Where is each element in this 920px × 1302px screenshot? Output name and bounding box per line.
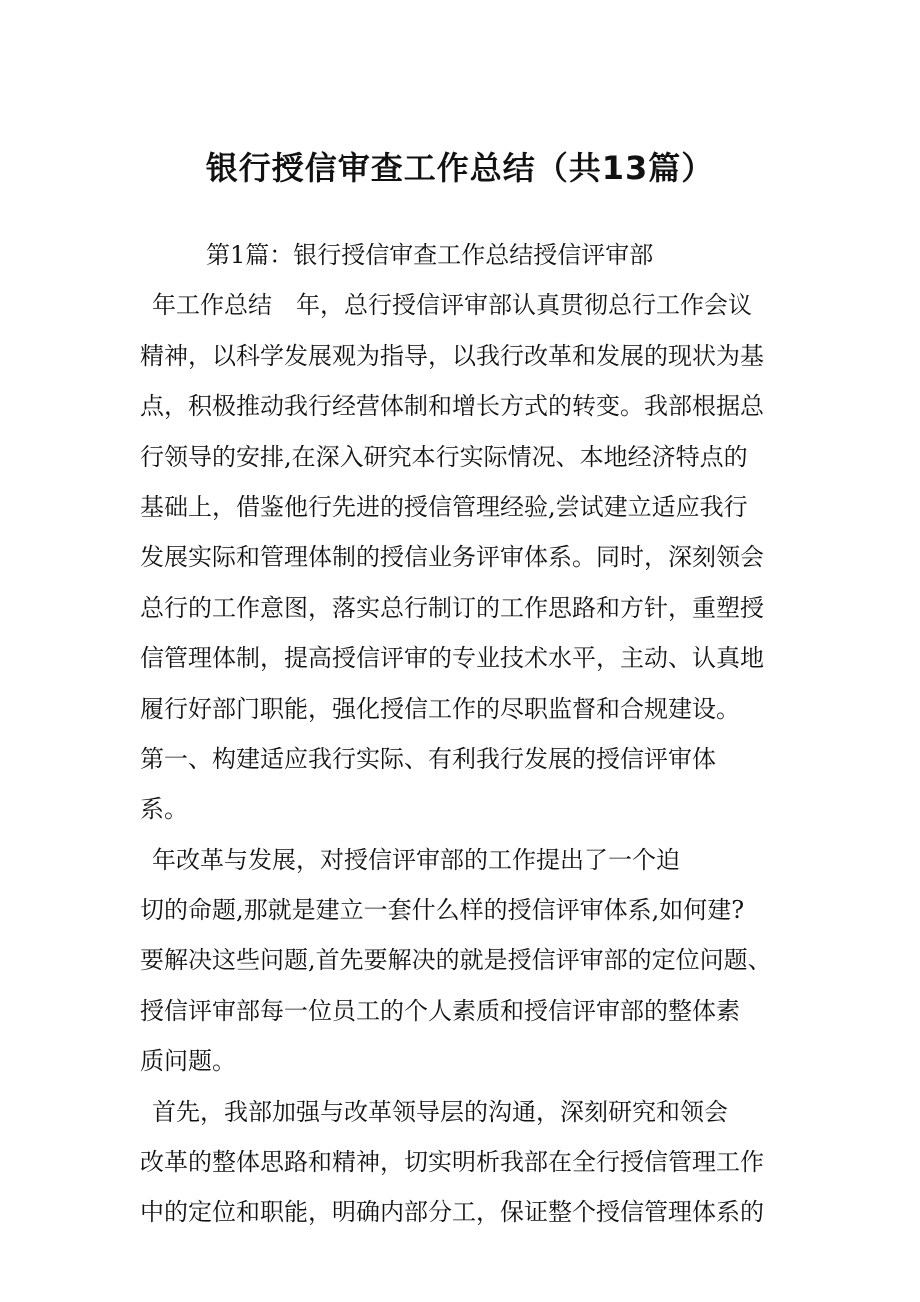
- paragraph-line: 切的命题,那就是建立一套什么样的授信评审体系,如何建?: [140, 896, 745, 925]
- document-title: 银行授信审查工作总结（共13篇）: [205, 149, 715, 187]
- paragraph-line: 发展实际和管理体制的授信业务评审体系。同时，深刻领会: [140, 543, 764, 572]
- document-body: [140, 230, 790, 1238]
- paragraph-line: 年改革与发展，对授信评审部的工作提出了一个迫: [152, 845, 680, 874]
- paragraph-line: 第1篇：银行授信审查工作总结授信评审部: [206, 241, 654, 269]
- paragraph-line: 要解决这些问题,首先要解决的就是授信评审部的定位问题、: [140, 946, 772, 975]
- paragraph-line: 信管理体制，提高授信评审的专业技术水平，主动、认真地: [140, 644, 764, 673]
- paragraph-line: 首先，我部加强与改革领导层的沟通，深刻研究和领会: [152, 1097, 728, 1126]
- paragraph-line: 系。: [140, 795, 188, 824]
- paragraph-line: 行领导的安排,在深入研究本行实际情况、本地经济特点的: [140, 442, 748, 471]
- paragraph-line: 授信评审部每一位员工的个人素质和授信评审部的整体素: [140, 996, 740, 1025]
- paragraph-line: 年工作总结 年，总行授信评审部认真贯彻总行工作会议: [152, 291, 752, 320]
- paragraph-line: 中的定位和职能，明确内部分工，保证整个授信管理体系的: [140, 1198, 764, 1227]
- paragraph-line: 履行好部门职能，强化授信工作的尽职监督和合规建设。: [140, 694, 740, 723]
- paragraph-line: 基础上，借鉴他行先进的授信管理经验,尝试建立适应我行: [140, 492, 748, 521]
- paragraph-line: 改革的整体思路和精神，切实明析我部在全行授信管理工作: [140, 1148, 764, 1177]
- paragraph-line: 总行的工作意图，落实总行制订的工作思路和方针，重塑授: [140, 593, 764, 622]
- paragraph-line: 精神，以科学发展观为指导，以我行改革和发展的现状为基: [140, 341, 764, 370]
- paragraph-line: 点，积极推动我行经营体制和增长方式的转变。我部根据总: [140, 392, 764, 421]
- paragraph-line: 质问题。: [140, 1047, 236, 1076]
- paragraph-line: 第一、构建适应我行实际、有利我行发展的授信评审体: [140, 744, 716, 773]
